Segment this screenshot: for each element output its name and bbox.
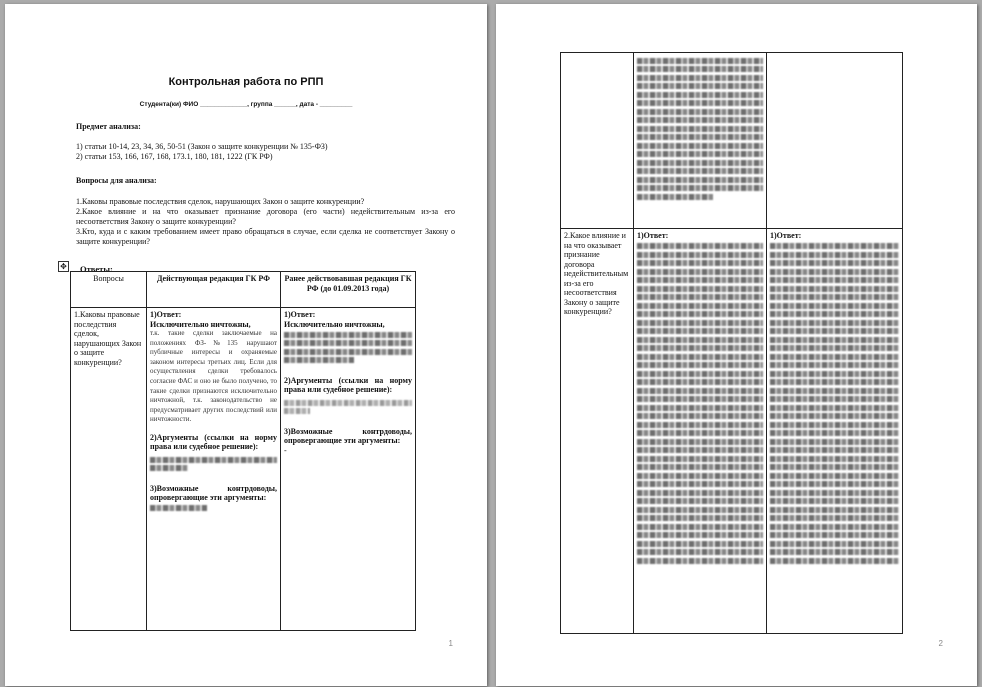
- redacted-text: [637, 177, 763, 183]
- redacted-text: [770, 379, 899, 385]
- redacted-text: [637, 473, 763, 479]
- redacted-text: [637, 379, 763, 385]
- redacted-text: [284, 349, 412, 355]
- row1-previous-counter-text: -: [284, 445, 287, 455]
- redacted-text: [770, 515, 899, 521]
- redacted-text: [770, 481, 899, 487]
- header-previous: Ранее действовавшая редакция ГК РФ (до 01.09.2013 года): [281, 272, 416, 308]
- redacted-text: [770, 294, 899, 300]
- redacted-text: [637, 396, 763, 402]
- redacted-text: [637, 541, 763, 547]
- row1-question-continued: [561, 53, 634, 229]
- redacted-text: [637, 498, 763, 504]
- redacted-text: [637, 66, 763, 72]
- redacted-text: [637, 303, 763, 309]
- redacted-text: [637, 151, 763, 157]
- redacted-text: [770, 328, 899, 334]
- redacted-text: [637, 490, 763, 496]
- redacted-text: [637, 277, 763, 283]
- redacted-text: [770, 524, 899, 530]
- redacted-text: [637, 243, 763, 249]
- redacted-text: [770, 311, 899, 317]
- redacted-text: [770, 490, 899, 496]
- header-current: Действующая редакция ГК РФ: [147, 272, 281, 308]
- redacted-text: [770, 549, 899, 555]
- redacted-text: [770, 252, 899, 258]
- redacted-text: [637, 252, 763, 258]
- row2-question: 2.Какое влияние и на что оказывает признание договора недействительным из-за его несоответствия Закону о защите конкуренции?: [561, 229, 634, 634]
- redacted-text: [770, 260, 899, 266]
- redacted-text: [637, 100, 763, 106]
- redacted-text: [637, 134, 763, 140]
- redacted-text: [770, 422, 899, 428]
- redacted-text: [637, 126, 763, 132]
- redacted-text: [637, 109, 763, 115]
- redacted-text: [770, 447, 899, 453]
- redacted-text: [637, 388, 763, 394]
- redacted-text: [637, 311, 763, 317]
- row2-previous-cell: [767, 229, 903, 634]
- row1-previous-answer-bold: Исключительно ничтожны,: [284, 319, 385, 329]
- redacted-text: [770, 507, 899, 513]
- document-title: Контрольная работа по РПП: [168, 76, 324, 88]
- redacted-text: [637, 160, 763, 166]
- redacted-text: [770, 320, 899, 326]
- row1-current-answer-bold: Исключительно ничтожны,: [150, 319, 251, 329]
- redacted-text: [637, 75, 763, 81]
- redacted-text: [770, 558, 899, 564]
- subject-item-1: 1) статьи 10-14, 23, 34, 36, 50-51 (Закон о защите конкуренции № 135-ФЗ): [76, 142, 328, 151]
- redacted-text: [770, 286, 899, 292]
- redacted-text: [637, 294, 763, 300]
- redacted-text: [637, 286, 763, 292]
- document-page-2: [496, 4, 977, 686]
- subject-item-2: 2) статьи 153, 166, 167, 168, 173.1, 180, 181, 1222 (ГК РФ): [76, 152, 273, 161]
- redacted-text: [770, 464, 899, 470]
- redacted-text: [770, 303, 899, 309]
- redacted-text: [770, 354, 899, 360]
- row1-question: 1.Каковы правовые последствия сделок, нарушающих Закон о защите конкуренции?: [71, 308, 147, 631]
- row2-current-answer-label: 1)Ответ:: [637, 231, 669, 240]
- page-number: 1: [448, 639, 453, 648]
- redacted-text: [637, 328, 763, 334]
- redacted-text: [637, 260, 763, 266]
- redacted-text: [637, 269, 763, 275]
- row2-current-cell: [634, 229, 767, 634]
- redacted-text: [770, 362, 899, 368]
- redacted-text: [637, 515, 763, 521]
- redacted-text: [150, 457, 277, 463]
- redacted-text: [770, 243, 899, 249]
- redacted-text: [637, 117, 763, 123]
- redacted-text: [770, 473, 899, 479]
- redacted-text: [770, 277, 899, 283]
- redacted-text: [637, 507, 763, 513]
- redacted-text: [637, 92, 763, 98]
- redacted-text: [770, 396, 899, 402]
- answers-table-continued: [560, 52, 903, 634]
- question-3: 3.Кто, куда и с каким требованием имеет право обращаться в случае, если сделка не соответствует Закону о защите конкуренции?: [76, 227, 455, 246]
- redacted-text: [284, 400, 412, 406]
- row1-previous-cell: [281, 308, 416, 631]
- redacted-text: [637, 337, 763, 343]
- answers-label: Ответы:: [80, 264, 113, 274]
- redacted-text: [284, 357, 354, 363]
- redacted-text: [284, 408, 310, 414]
- redacted-text: [637, 413, 763, 419]
- redacted-text: [150, 465, 188, 471]
- row1-current-args-label: 2)Аргументы (ссылки на норму права или судебное решение):: [150, 432, 277, 452]
- redacted-text: [637, 430, 763, 436]
- row1-previous-counter-label: 3)Возможные контрдоводы, опровергающие эти аргументы:: [284, 426, 412, 445]
- document-page-1: [5, 4, 487, 686]
- redacted-text: [770, 405, 899, 411]
- redacted-text: [637, 481, 763, 487]
- redacted-text: [770, 498, 899, 504]
- redacted-text: [770, 345, 899, 351]
- row1-current-counter-label: 3)Возможные контрдоводы, опровергающие эти аргументы:: [150, 483, 277, 503]
- redacted-text: [770, 532, 899, 538]
- redacted-text: [637, 83, 763, 89]
- redacted-text: [637, 549, 763, 555]
- redacted-text: [770, 541, 899, 547]
- redacted-text: [637, 58, 763, 64]
- row1-previous-args-label: 2)Аргументы (ссылки на норму права или судебное решение):: [284, 375, 412, 394]
- redacted-text: [637, 422, 763, 428]
- redacted-text: [637, 558, 763, 564]
- redacted-text: [284, 340, 412, 346]
- redacted-text: [637, 194, 713, 200]
- redacted-text: [637, 320, 763, 326]
- redacted-text: [637, 524, 763, 530]
- redacted-text: [637, 362, 763, 368]
- redacted-text: [770, 371, 899, 377]
- page-number: 2: [938, 639, 943, 648]
- redacted-text: [770, 269, 899, 275]
- row2-previous-answer-label: 1)Ответ:: [770, 231, 802, 240]
- subject-heading: Предмет анализа:: [76, 122, 141, 131]
- question-2: 2.Какое влияние и на что оказывает признание договора (его части) недействительным из-за его несоответствия Закону о защите конкуренции?: [76, 207, 455, 226]
- row1-current-answer-label: 1)Ответ:: [150, 310, 182, 319]
- row1-current-answer-text: т.к. такие сделки заключаемые на положениях ФЗ-№135 нарушают публичные интересы и охраняемые законом интересы третьих лиц. Если для осуществления сделки требовалось согласие ФАС и оно не было получено, то такие сделки признаются исключительно ничтожной, т.к. законодательство не предусматривает других последствий или ничтожности.: [150, 329, 277, 424]
- redacted-text: [284, 332, 412, 338]
- row1-previous-answer-label: 1)Ответ:: [284, 310, 316, 319]
- redacted-text: [637, 371, 763, 377]
- redacted-text: [637, 456, 763, 462]
- redacted-text: [770, 439, 899, 445]
- row1-current-continued: [634, 53, 767, 229]
- redacted-text: [637, 168, 763, 174]
- row1-previous-continued: [767, 53, 903, 229]
- redacted-text: [637, 532, 763, 538]
- row1-current-cell: [147, 308, 281, 631]
- questions-heading: Вопросы для анализа:: [76, 176, 157, 185]
- question-1: 1.Каковы правовые последствия сделок, нарушающих Закон о защите конкуренции?: [76, 197, 365, 206]
- student-line: Студента(ки) ФИО _____________, группа ______, дата - _________: [139, 101, 353, 108]
- redacted-text: [637, 447, 763, 453]
- redacted-text: [637, 143, 763, 149]
- redacted-text: [770, 388, 899, 394]
- table-move-handle-icon[interactable]: ✥: [58, 261, 69, 272]
- redacted-text: [637, 405, 763, 411]
- answers-table: [70, 271, 416, 631]
- redacted-text: [637, 464, 763, 470]
- redacted-text: [637, 439, 763, 445]
- redacted-text: [770, 456, 899, 462]
- header-questions: Вопросы: [71, 272, 147, 308]
- redacted-text: [637, 354, 763, 360]
- redacted-text: [150, 505, 207, 511]
- redacted-text: [770, 337, 899, 343]
- redacted-text: [637, 185, 763, 191]
- redacted-text: [770, 413, 899, 419]
- redacted-text: [770, 430, 899, 436]
- redacted-text: [637, 345, 763, 351]
